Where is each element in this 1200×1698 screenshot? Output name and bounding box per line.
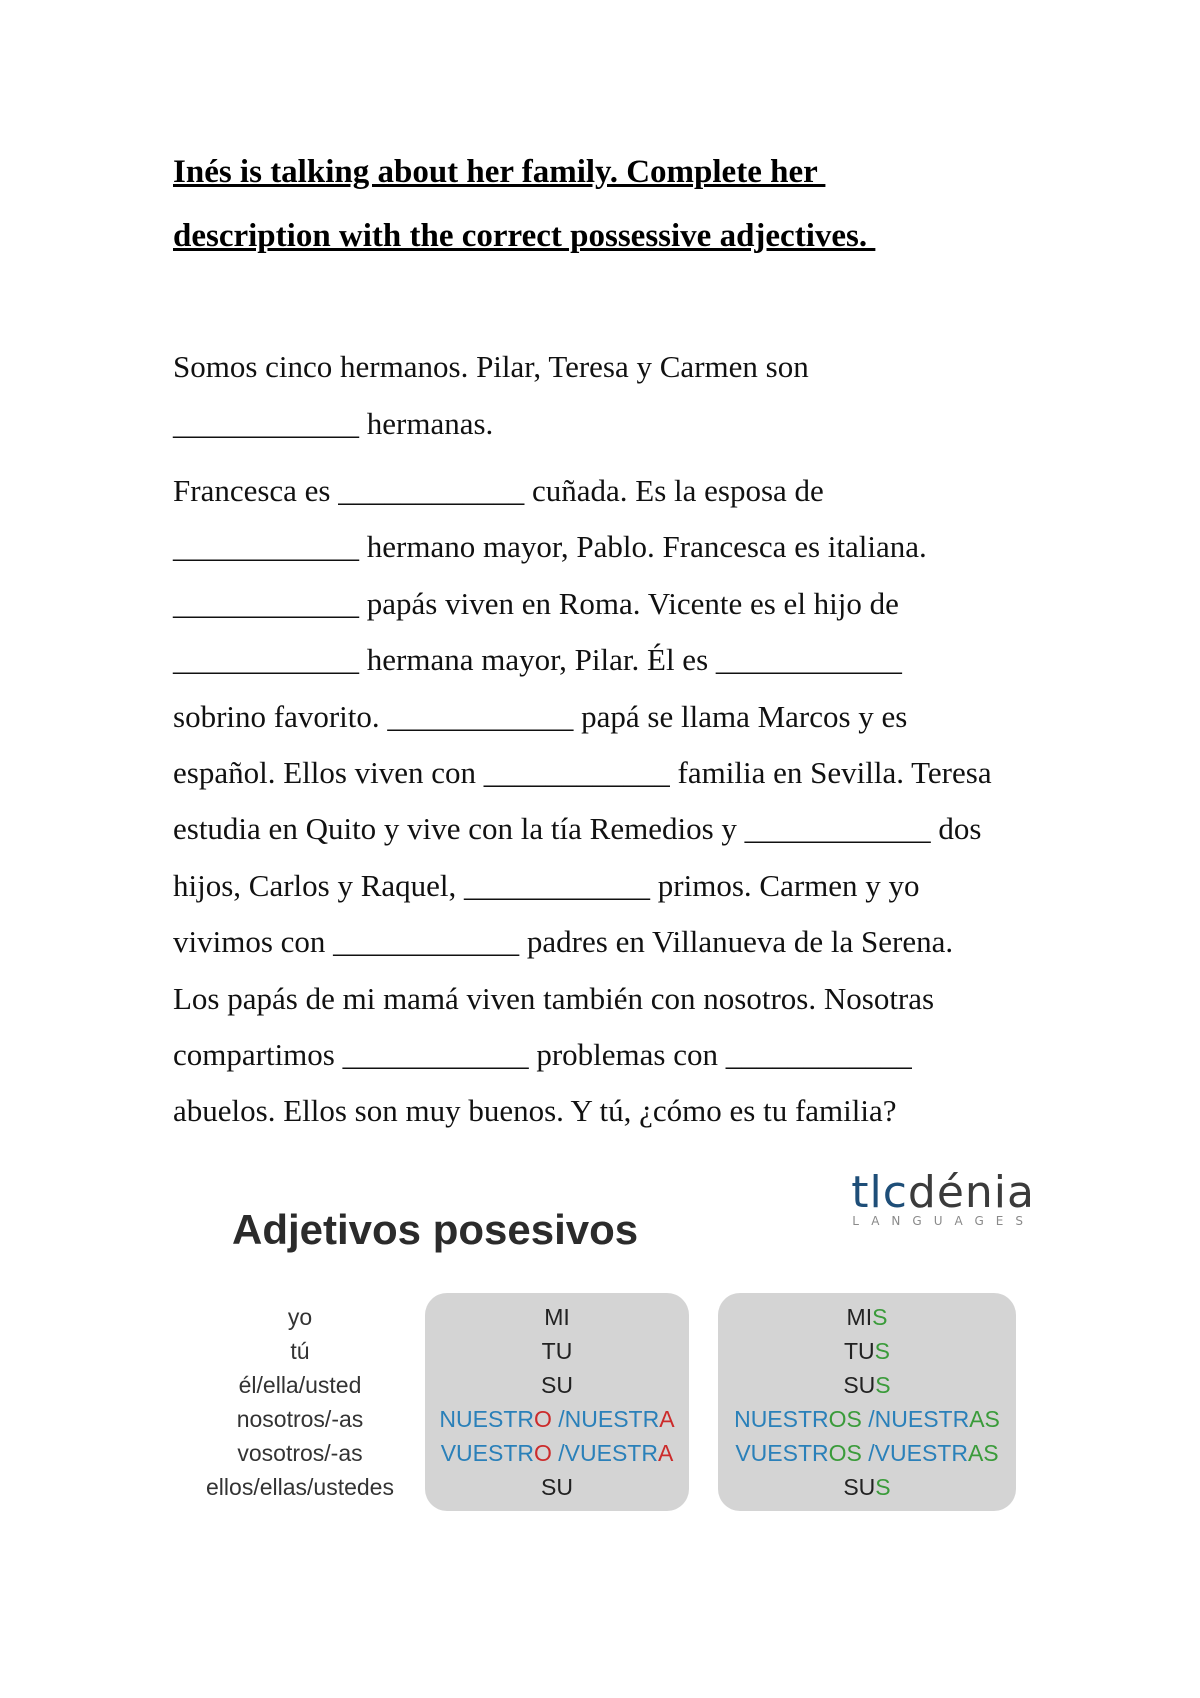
adjective-tus: TUS [843, 1338, 890, 1364]
tlcdenia-logo [820, 1167, 1035, 1228]
adjective-nuestros-nuestras: NUESTROS /NUESTRAS [734, 1406, 1000, 1432]
adjective-mi: MI [544, 1304, 570, 1330]
paragraph-line: estudia en Quito y vive con la tía Remedios y ____________ dos [173, 811, 982, 847]
paragraph-line: ____________ hermanas. [173, 406, 494, 441]
paragraph-line: sobrino favorito. ____________ papá se llama Marcos y es [173, 698, 908, 734]
adjective-sus: SUS [843, 1372, 891, 1398]
logo-wordmark [820, 1167, 1035, 1218]
adjective-nuestro-nuestra: NUESTRO /NUESTRA [439, 1406, 675, 1432]
paragraph-line: español. Ellos viven con ____________ familia en Sevilla. Teresa [173, 755, 992, 791]
pronoun-label: tú [290, 1338, 310, 1364]
paragraph-line: vivimos con ____________ padres en Villanueva de la Serena. [173, 924, 954, 960]
pronoun-label: ellos/ellas/ustedes [206, 1474, 394, 1500]
adjective-tu: TU [541, 1338, 573, 1364]
paragraph-1 [173, 338, 1073, 452]
instructions-heading [173, 140, 1073, 268]
singular-column [425, 1300, 689, 1504]
paragraph-line: abuelos. Ellos son muy buenos. Y tú, ¿cómo es tu familia? [173, 1093, 897, 1129]
adjective-su-plural-owner: SU [541, 1474, 573, 1500]
logo-subtitle: LANGUAGES [852, 1214, 1035, 1228]
adjective-vuestro-vuestra: VUESTRO /VUESTRA [440, 1440, 674, 1466]
instructions-line-1: Inés is talking about her family. Complete her [173, 154, 826, 190]
paragraph-2 [173, 463, 1073, 1140]
adjective-mis: MIS [846, 1304, 888, 1330]
paragraph-line: hijos, Carlos y Raquel, ____________ primos. Carmen y yo [173, 867, 920, 903]
pronoun-label: nosotros/-as [236, 1406, 364, 1432]
chart-title: Adjetivos posesivos [232, 1206, 639, 1253]
plural-column [718, 1300, 1016, 1504]
paragraph-line: ____________ hermana mayor, Pilar. Él es ____________ [173, 642, 902, 678]
logo-tlc: tlc [851, 1167, 908, 1218]
pronoun-label: él/ella/usted [238, 1372, 362, 1398]
pronoun-label: vosotros/-as [237, 1440, 363, 1466]
paragraph-line: Los papás de mi mamá viven también con nosotros. Nosotras [173, 980, 935, 1016]
instructions-line-2: description with the correct possessive adjectives. [173, 218, 876, 254]
pronoun-column [180, 1300, 420, 1504]
pronoun-label: yo [287, 1304, 313, 1330]
paragraph-line: compartimos ____________ problemas con ____________ [173, 1037, 912, 1073]
adjective-sus-plural-owner: SUS [843, 1474, 891, 1500]
adjective-su: SU [541, 1372, 573, 1398]
paragraph-line: ____________ hermano mayor, Pablo. Francesca es italiana. [173, 529, 927, 565]
adjective-vuestros-vuestras: VUESTROS /VUESTRAS [735, 1440, 999, 1466]
logo-denia: dénia [907, 1167, 1035, 1218]
paragraph-line: Somos cinco hermanos. Pilar, Teresa y Carmen son [173, 349, 809, 384]
paragraph-line: ____________ papás viven en Roma. Vicente es el hijo de [173, 585, 899, 621]
paragraph-line: Francesca es ____________ cuñada. Es la esposa de [173, 473, 824, 508]
